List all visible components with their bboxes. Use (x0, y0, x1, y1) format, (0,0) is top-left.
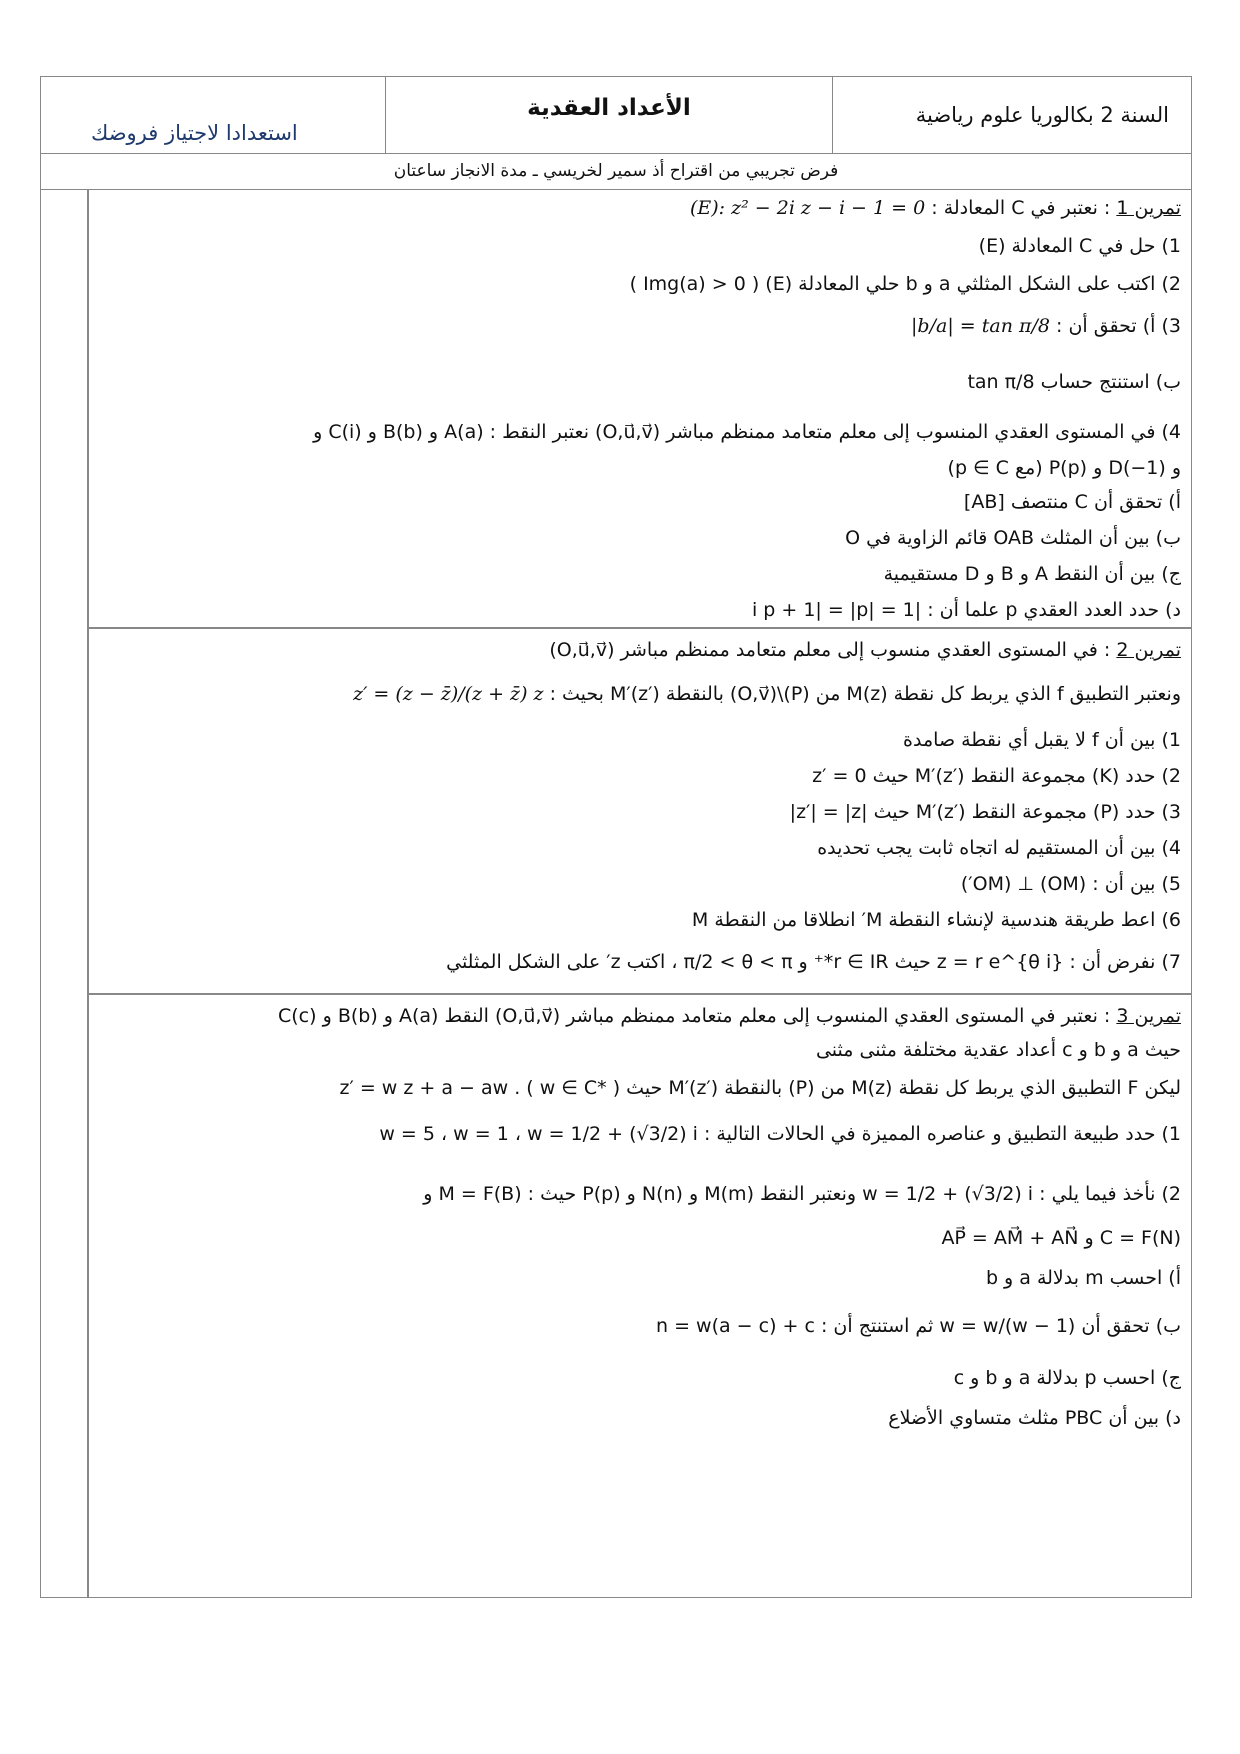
header-left-cell (41, 77, 386, 153)
ex2-l2-formula: z′ = (z − z̄)/(z + z̄) z (353, 683, 544, 705)
ex3-q2: 2) نأخذ فيما يلي : w = 1/2 + (√3/2) i ونعتبر النقط M(m) و N(n) و P(p) حيث : M = F(B) و (423, 1183, 1181, 1205)
ex1-q4f: د) حدد العدد العقدي p علما أن : |i p + 1| = |p| = 1 (751, 599, 1181, 621)
ex3-q1: 1) حدد طبيعة التطبيق و عناصره المميزة في الحالات التالية : w = 5 ، w = 1 ، w = 1/2 + (√3/2) i (379, 1123, 1181, 1145)
ex2-q3: 3) حدد (P) مجموعة النقط M′(z′) حيث |z′| = |z| (789, 801, 1181, 823)
ex2-q2: 2) حدد (K) مجموعة النقط M′(z′) حيث z′ = 0 (812, 765, 1181, 787)
header-row (41, 77, 1191, 154)
ex1-q3a: 3) أ) تحقق أن : (1056, 315, 1181, 337)
ex1-q1: 1) حل في C المعادلة (E) (978, 235, 1181, 257)
ex3-l2: حيث a و b و c أعداد عقدية مختلفة مثنى مثنى (815, 1039, 1181, 1061)
ex2-q5: 5) بين أن : (OM) ⊥ (OM′) (960, 873, 1181, 895)
ex1-intro: : نعتبر في C المعادلة : (931, 197, 1111, 219)
ex2-q6: 6) اعط طريقة هندسية لإنشاء النقطة M′ انطلاقا من النقطة M (691, 909, 1181, 931)
ex1-q3b: ب) استنتج حساب tan π/8 (967, 371, 1181, 393)
ex2-q1: 1) بين أن f لا يقبل أي نقطة صامدة (903, 729, 1181, 751)
ex1-q3a-line (911, 315, 1181, 337)
ex3-title: تمرين 3 (1116, 1005, 1181, 1027)
ex3-q2f: د) بين أن PBC مثلث متساوي الأضلاع (888, 1407, 1181, 1429)
ex3-intro-line (278, 1005, 1181, 1027)
ex3-q2b: C = F(N) و AP⃗ = AM⃗ + AN⃗ (941, 1227, 1181, 1249)
ex3-l3: ليكن F التطبيق الذي يربط كل نقطة M(z) من (P) بالنقطة M′(z′) حيث z′ = w z + a − aw . ( w ∈ C* ) (339, 1077, 1181, 1099)
ex3-q2d: ب) تحقق أن (w − 1)/w = w ثم استنتج أن : n = w(a − c) + c (655, 1315, 1181, 1337)
ex2-intro-line (549, 639, 1181, 661)
ex2-l2-line (353, 683, 1181, 705)
level-label: السنة 2 بكالوريا علوم رياضية (915, 103, 1169, 127)
ex3-q2c: أ) احسب m بدلالة a و b (985, 1267, 1181, 1289)
exam-subtitle: فرض تجريبي من اقتراح أذ سمير لخريسي ـ مدة الانجاز ساعتان (41, 153, 1191, 190)
ex3-intro: : نعتبر في المستوى العقدي المنسوب إلى معلم متعامد ممنظم مباشر (O,u⃗,v⃗) النقط A(a) و B(b) و C(c) (278, 1005, 1111, 1027)
ex1-intro-line (690, 197, 1181, 219)
prep-note: استعدادا لاجتياز فروضك (91, 121, 298, 145)
ex1-equation: (E): z² − 2i z − i − 1 = 0 (689, 197, 926, 219)
ex1-title: تمرين 1 (1116, 197, 1181, 219)
exam-sheet (40, 76, 1192, 1598)
margin-column-line (87, 189, 89, 1597)
ex2-intro: : في المستوى العقدي منسوب إلى معلم متعامد ممنظم مباشر (O,u⃗,v⃗) (549, 639, 1111, 661)
ex2-q4: 4) بين أن المستقيم له اتجاه ثابت يجب تحديده (817, 837, 1181, 859)
ex1-q4e: ج) بين أن النقط A و B و D مستقيمية (883, 563, 1181, 585)
header-right-cell (833, 77, 1191, 153)
ex2-l2: ونعتبر التطبيق f الذي يربط كل نقطة M(z) من (P)\(O,v⃗) بالنقطة M′(z′) بحيث : (549, 683, 1181, 705)
ex1-q2: 2) اكتب على الشكل المثلثي a و b حلي المعادلة (E) ( Img(a) > 0 ) (629, 273, 1181, 295)
header-mid-cell (386, 77, 833, 153)
ex1-ex2-separator (87, 627, 1191, 629)
ex1-q4d: ب) بين أن المثلث OAB قائم الزاوية في O (845, 527, 1181, 549)
topic-title: الأعداد العقدية (527, 95, 691, 121)
ex1-q4: 4) في المستوى العقدي المنسوب إلى معلم متعامد ممنظم مباشر (O,u⃗,v⃗) نعتبر النقط : A(a) و B(b) و C(i) و (313, 421, 1181, 443)
ex1-q4b: و D(−1) و P(p) (مع p ∈ C) (947, 457, 1181, 479)
ex1-q3a-formula: |b/a| = tan π/8 (911, 315, 1050, 337)
ex2-q7: 7) نفرض أن : z = r e^{θ i} حيث r ∈ IR*⁺ و π/2 < θ < π ، اكتب z′ على الشكل المثلثي (446, 951, 1181, 973)
ex1-q4c: أ) تحقق أن C منتصف [AB] (963, 491, 1181, 513)
ex2-ex3-separator (87, 993, 1191, 995)
ex2-title: تمرين 2 (1116, 639, 1181, 661)
ex3-q2e: ج) احسب p بدلالة a و b و c (953, 1367, 1181, 1389)
